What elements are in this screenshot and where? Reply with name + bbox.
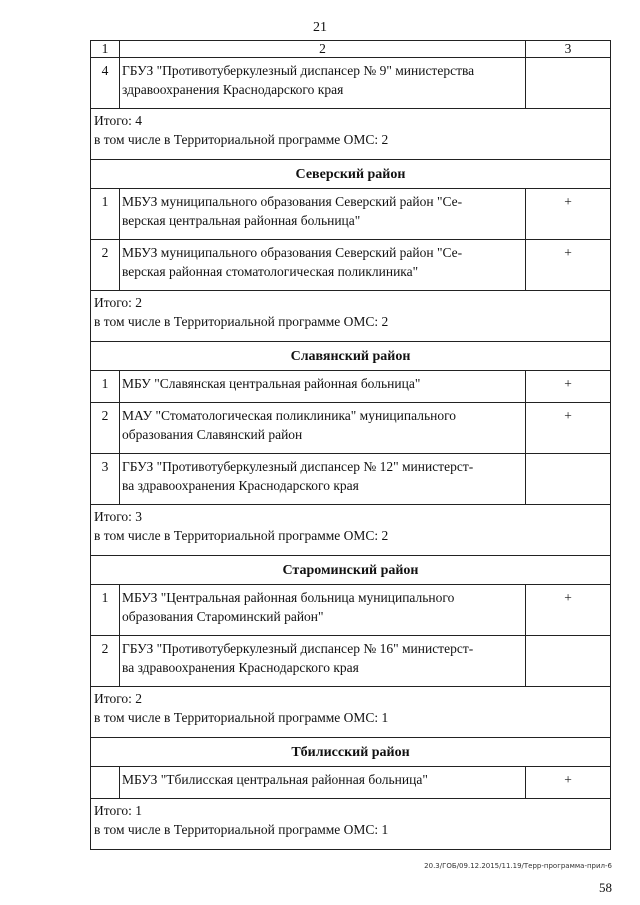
row-desc-line2: образования Славянский район bbox=[122, 427, 303, 442]
total-row bbox=[91, 505, 611, 556]
row-mark bbox=[526, 636, 611, 687]
district-header-row bbox=[91, 342, 611, 371]
row-number: 2 bbox=[91, 636, 120, 687]
total-row bbox=[91, 687, 611, 738]
total-cell bbox=[91, 799, 611, 850]
row-description bbox=[120, 636, 526, 687]
footer-code: 20.3/ГОБ/09.12.2015/11.19/Терр-программа-прил-6 bbox=[424, 862, 612, 870]
total-line1: Итого: 2 bbox=[94, 691, 143, 706]
total-line2: в том числе в Территориальной программе ОМС: 1 bbox=[94, 710, 389, 725]
district-header-row bbox=[91, 738, 611, 767]
row-mark: + bbox=[526, 240, 611, 291]
header-col3: 3 bbox=[526, 41, 611, 58]
row-description bbox=[120, 585, 526, 636]
table-row bbox=[91, 371, 611, 403]
total-line2: в том числе в Территориальной программе ОМС: 2 bbox=[94, 132, 389, 147]
row-number: 3 bbox=[91, 454, 120, 505]
district-header-row bbox=[91, 160, 611, 189]
row-description bbox=[120, 767, 526, 799]
row-number: 4 bbox=[91, 58, 120, 109]
table-row bbox=[91, 636, 611, 687]
row-description bbox=[120, 371, 526, 403]
row-mark: + bbox=[526, 371, 611, 403]
table-row bbox=[91, 240, 611, 291]
row-description bbox=[120, 454, 526, 505]
document-page-number: 58 bbox=[599, 880, 612, 895]
district-name: Славянский район bbox=[91, 342, 611, 371]
total-line1: Итого: 4 bbox=[94, 113, 143, 128]
row-desc-line2: верская центральная районная больница" bbox=[122, 213, 361, 228]
row-mark: + bbox=[526, 189, 611, 240]
row-number: 1 bbox=[91, 585, 120, 636]
row-description bbox=[120, 58, 526, 109]
row-mark bbox=[526, 58, 611, 109]
table-row bbox=[91, 585, 611, 636]
row-number bbox=[91, 767, 120, 799]
row-desc-line1: ГБУЗ "Противотуберкулезный диспансер № 12" министерст- bbox=[122, 459, 474, 474]
table-row bbox=[91, 454, 611, 505]
total-cell bbox=[91, 291, 611, 342]
total-row bbox=[91, 109, 611, 160]
row-mark: + bbox=[526, 403, 611, 454]
table-row bbox=[91, 767, 611, 799]
row-desc-line1: МАУ "Стоматологическая поликлиника" муниципального bbox=[122, 408, 457, 423]
row-desc-line2: ва здравоохранения Краснодарского края bbox=[122, 478, 359, 493]
row-desc-line2: верская районная стоматологическая поликлиника" bbox=[122, 264, 419, 279]
total-cell bbox=[91, 109, 611, 160]
row-mark: + bbox=[526, 585, 611, 636]
facilities-table bbox=[90, 40, 611, 850]
total-line2: в том числе в Территориальной программе ОМС: 2 bbox=[94, 314, 389, 329]
row-desc-line2: ва здравоохранения Краснодарского края bbox=[122, 660, 359, 675]
row-desc-line1: ГБУЗ "Противотуберкулезный диспансер № 9" министерства bbox=[122, 63, 475, 78]
total-row bbox=[91, 291, 611, 342]
table-row bbox=[91, 403, 611, 454]
row-desc-line1: МБУ "Славянская центральная районная больница" bbox=[122, 376, 421, 391]
total-line2: в том числе в Территориальной программе ОМС: 2 bbox=[94, 528, 389, 543]
total-cell bbox=[91, 505, 611, 556]
total-line1: Итого: 1 bbox=[94, 803, 143, 818]
row-number: 2 bbox=[91, 240, 120, 291]
page-number: 21 bbox=[313, 20, 327, 35]
table-row bbox=[91, 58, 611, 109]
district-name: Северский район bbox=[91, 160, 611, 189]
total-cell bbox=[91, 687, 611, 738]
table-row bbox=[91, 189, 611, 240]
district-header-row bbox=[91, 556, 611, 585]
row-desc-line1: МБУЗ муниципального образования Северский район "Се- bbox=[122, 245, 463, 260]
row-desc-line2: здравоохранения Краснодарского края bbox=[122, 82, 344, 97]
total-line1: Итого: 3 bbox=[94, 509, 143, 524]
header-col2: 2 bbox=[120, 41, 526, 58]
row-number: 2 bbox=[91, 403, 120, 454]
header-row bbox=[91, 41, 611, 58]
row-number: 1 bbox=[91, 189, 120, 240]
row-desc-line1: ГБУЗ "Противотуберкулезный диспансер № 16" министерст- bbox=[122, 641, 474, 656]
district-name: Староминский район bbox=[91, 556, 611, 585]
districts-body bbox=[91, 160, 611, 850]
row-desc-line2: образования Староминский район" bbox=[122, 609, 324, 624]
row-number: 1 bbox=[91, 371, 120, 403]
total-row bbox=[91, 799, 611, 850]
total-line1: Итого: 2 bbox=[94, 295, 143, 310]
row-desc-line1: МБУЗ "Центральная районная больница муниципального bbox=[122, 590, 455, 605]
district-name: Тбилисский район bbox=[91, 738, 611, 767]
row-desc-line1: МБУЗ "Тбилисская центральная районная больница" bbox=[122, 772, 428, 787]
row-description bbox=[120, 403, 526, 454]
row-description bbox=[120, 189, 526, 240]
row-mark bbox=[526, 454, 611, 505]
row-description bbox=[120, 240, 526, 291]
total-line2: в том числе в Территориальной программе ОМС: 1 bbox=[94, 822, 389, 837]
row-mark: + bbox=[526, 767, 611, 799]
row-desc-line1: МБУЗ муниципального образования Северский район "Се- bbox=[122, 194, 463, 209]
header-col1: 1 bbox=[91, 41, 120, 58]
